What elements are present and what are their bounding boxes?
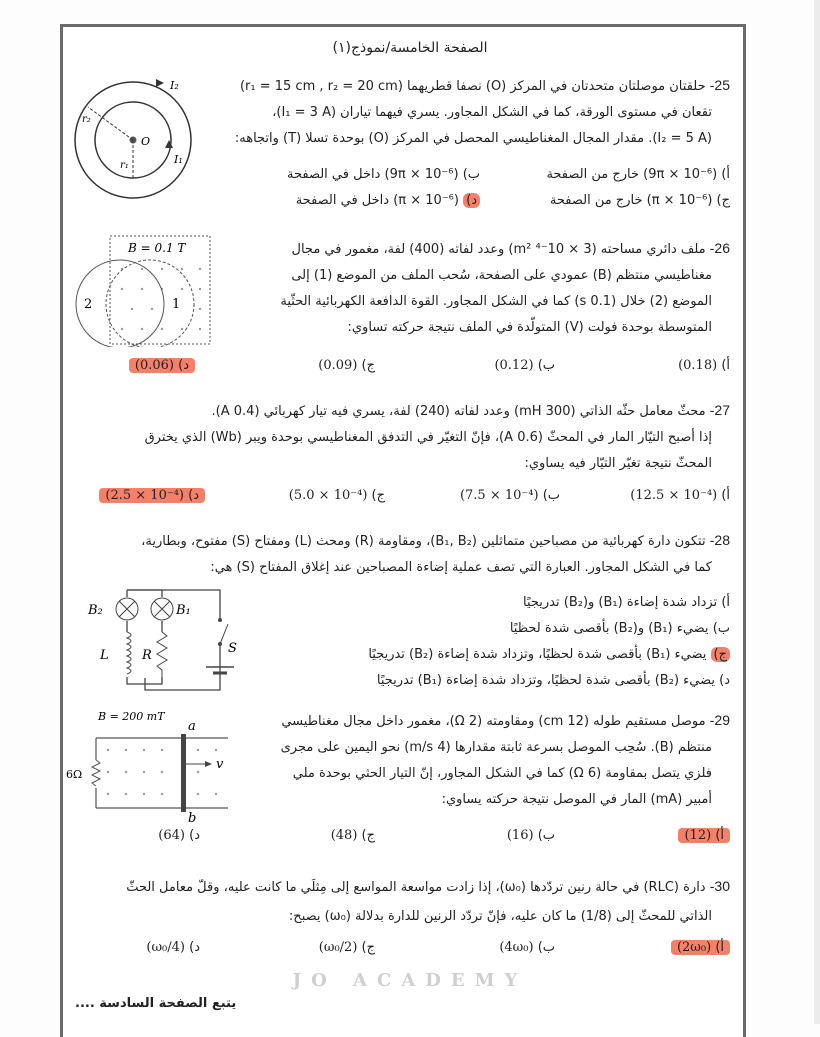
coil-in-field-figure xyxy=(70,232,215,347)
question-number: 26- xyxy=(709,240,730,256)
label-r2: r₂ xyxy=(82,114,91,125)
question-text: المتوسطة بوحدة فولت (V) المتولّدة في الملف نتيجة حركته تساوي: xyxy=(347,320,712,335)
question-text: المحثّ نتيجة تغيّر التيّار فيه يساوي: xyxy=(524,456,712,471)
inductor-l xyxy=(127,632,131,674)
option-a-selected[interactable]: أ) (2ω₀) xyxy=(671,940,730,955)
option-c-selected[interactable]: ج) يضيء (B₁) بأقصى شدة لحظيًا، وتزداد شدة إضاءة (B₂) تدريجيًا xyxy=(260,642,730,668)
option-c[interactable]: ج) (48) xyxy=(330,828,375,843)
option-d-selected[interactable]: د) (2.5 × 10⁻⁴) xyxy=(99,488,205,503)
label-resistance: 6Ω xyxy=(66,768,83,781)
label-b2: B₂ xyxy=(88,603,103,618)
question-text: مغناطيسي منتظم (B) عمودي على الصفحة، سُحب الملف من الموضع (1) إلى xyxy=(291,268,712,283)
option-a[interactable]: أ) (0.18) xyxy=(678,358,730,373)
q30-options xyxy=(80,940,730,964)
footer-continue-note: يتبع الصفحة السادسة .... xyxy=(75,996,237,1011)
label-b1: B₁ xyxy=(176,603,191,618)
label-field: B = 200 mT xyxy=(98,710,165,723)
question-number: 27- xyxy=(709,402,730,418)
label-pos2: 2 xyxy=(84,297,93,312)
option-a-selected[interactable]: أ) (12) xyxy=(678,828,730,843)
resistor-r xyxy=(157,632,167,677)
option-c[interactable]: ج) (π × 10⁻⁶) خارج من الصفحة xyxy=(549,193,730,208)
question-text: تتكون دارة كهربائية من مصباحين متماثلين (B₁, B₂)، ومقاومة (R) ومحث (L) ومفتاح (S) مفتوح، وبطارية، xyxy=(141,534,706,549)
option-d-selected[interactable]: د) (0.06) xyxy=(129,358,195,373)
circuit-wire-outer xyxy=(127,590,220,690)
option-d[interactable]: د) يضيء (B₂) بأقصى شدة لحظيًا، وتزداد شدة إضاءة (B₁) تدريجيًا xyxy=(376,673,730,688)
option-a[interactable]: أ) (12.5 × 10⁻⁴) xyxy=(630,488,730,503)
label-i2: I₂ xyxy=(170,79,179,92)
resistor-6ohm xyxy=(92,760,100,786)
option-c[interactable]: ج) (5.0 × 10⁻⁴) xyxy=(288,488,385,503)
question-25 xyxy=(200,72,730,152)
q25-options-row1 xyxy=(260,167,730,191)
q29-options xyxy=(80,828,730,852)
concentric-rings-figure xyxy=(68,75,198,205)
option-a[interactable]: أ) (9π × 10⁻⁶) خارج من الصفحة xyxy=(546,167,730,182)
label-b: b xyxy=(188,811,197,823)
question-text: إذا أصبح التيّار المار في المحثّ (0.6 A)، فإنّ التغيّر في التدفق المغناطيسي بوحدة ويبر (Wb) الذي يخترق xyxy=(144,430,712,445)
field-cross-marks xyxy=(107,749,217,795)
question-number: 25- xyxy=(709,77,730,93)
label-field: B = 0.1 T xyxy=(128,241,186,255)
question-27 xyxy=(65,397,730,477)
option-d-selected[interactable]: د) (π × 10⁻⁶) داخل في الصفحة xyxy=(296,193,480,208)
question-text: تقعان في مستوى الورقة، كما في الشكل المجاور. يسري فيهما تياران (I₁ = 3 A)، xyxy=(272,105,712,120)
sliding-rod-figure xyxy=(66,708,246,823)
question-30 xyxy=(65,873,730,933)
scan-edge xyxy=(814,0,820,1024)
question-text: أمبير (mA) المار في الموصل نتيجة حركته يساوي: xyxy=(441,792,712,807)
label-r1: r₁ xyxy=(120,160,129,171)
question-text: (I₂ = 5 A). مقدار المجال المغناطيسي المحصل في المركز (O) بوحدة تسلا (T) واتجاهه: xyxy=(234,131,712,146)
question-number: 30- xyxy=(709,878,730,894)
label-s: S xyxy=(228,641,237,656)
conducting-rod xyxy=(181,734,186,812)
watermark: JO ACADEMY xyxy=(292,970,528,991)
lamp-circuit-figure xyxy=(80,582,240,694)
option-d[interactable]: د) (ω₀/4) xyxy=(146,940,200,955)
option-a[interactable]: أ) تزداد شدة إضاءة (B₁) و(B₂) تدريجيًا xyxy=(522,595,730,610)
question-text: محثّ معامل حثّه الذاتي (300 mH) وعدد لفاته (240) لفة، يسري فيه تيار كهربائي (0.4 A). xyxy=(211,404,706,419)
option-b[interactable]: ب) (0.12) xyxy=(494,358,555,373)
question-text: كما في الشكل المجاور. العبارة التي تصف عملية إضاءة المصباحين عند إغلاق المفتاح (S) هي: xyxy=(210,560,712,575)
label-r: R xyxy=(142,648,152,663)
question-text: الذاتي للمحثّ إلى (1/8) ما كان عليه، فإنّ تردّد الرنين للدارة بدلالة (ω₀) يصبح: xyxy=(288,909,712,924)
arrow-i2 xyxy=(156,79,164,87)
question-text: فلزي يتصل بمقاومة (6 Ω) كما في الشكل المجاور، إنّ التيار الحثي بوحدة ملي xyxy=(292,766,712,781)
label-o: O xyxy=(141,135,151,148)
label-i1: I₁ xyxy=(174,153,183,166)
switch-s xyxy=(220,624,228,644)
q26-options xyxy=(80,358,730,382)
question-text: ملف دائري مساحته (3 × 10⁻⁴ m²) وعدد لفاته (400) لفة، مغمور في مجال xyxy=(291,242,706,257)
question-text: الموضع (2) خلال (0.1 s) كما في الشكل المجاور. القوة الدافعة الكهربائية الحثّية xyxy=(280,294,712,309)
question-26 xyxy=(230,235,730,341)
question-text: موصل مستقيم طوله (12 cm) ومقاومته (2 Ω)، مغمور داخل مجال مغناطيسي xyxy=(281,714,706,729)
question-text: منتظم (B). سُحِب الموصل بسرعة ثابتة مقدارها (4 m/s) نحو اليمين على مجرى xyxy=(280,740,712,755)
question-text: دارة (RLC) في حالة رنين تردّدها (ω₀)، إذا زادت مواسعة المواسع إلى مِثلَي ما كانت عليه، وقلّ معامل الحثّ xyxy=(126,880,706,895)
option-c[interactable]: ج) (ω₀/2) xyxy=(318,940,375,955)
option-b[interactable]: ب) (16) xyxy=(506,828,555,843)
label-pos1: 1 xyxy=(172,297,181,312)
option-b[interactable]: ب) (4ω₀) xyxy=(499,940,555,955)
q27-options xyxy=(80,488,730,512)
question-text: حلقتان موصلتان متحدتان في المركز (O) نصفا قطريهما (r₁ = 15 cm , r₂ = 20 cm) xyxy=(239,79,706,94)
label-a: a xyxy=(188,719,196,734)
q25-options-row2 xyxy=(260,193,730,217)
coil-position-1 xyxy=(106,260,194,347)
question-number: 28- xyxy=(709,532,730,548)
option-b[interactable]: ب) يضيء (B₁) و(B₂) بأقصى شدة لحظيًا xyxy=(509,621,730,636)
label-v: v xyxy=(216,757,224,772)
page-title: الصفحة الخامسة/نموذج(١) xyxy=(332,40,488,56)
q28-options xyxy=(260,590,730,694)
option-b[interactable]: ب) (9π × 10⁻⁶) داخل في الصفحة xyxy=(287,167,480,182)
option-d[interactable]: د) (64) xyxy=(158,828,200,843)
arrow-i1 xyxy=(165,140,173,148)
option-c[interactable]: ج) (0.09) xyxy=(318,358,375,373)
option-b[interactable]: ب) (7.5 × 10⁻⁴) xyxy=(459,488,560,503)
question-29 xyxy=(270,707,730,813)
question-28 xyxy=(65,527,730,581)
label-l: L xyxy=(100,648,109,663)
question-number: 29- xyxy=(709,712,730,728)
